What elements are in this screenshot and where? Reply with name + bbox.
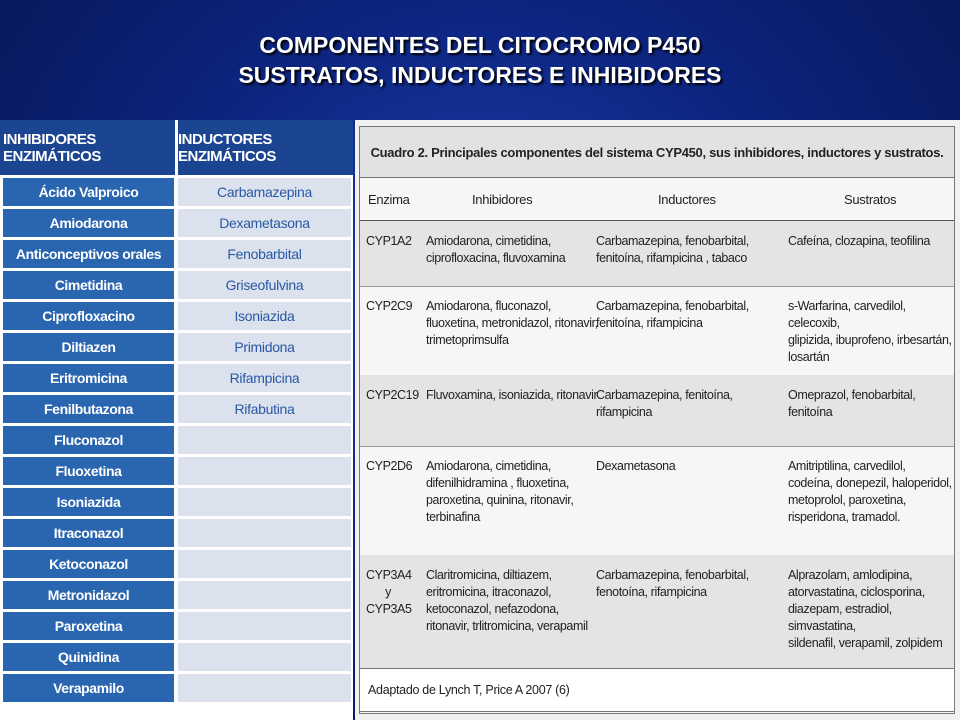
header-inductores: Inductores	[658, 191, 716, 207]
cyp450-table	[355, 120, 960, 720]
inhibidores-cell: Amiodarona, cimetidina, ciprofloxacina, fluvoxamina	[426, 234, 566, 265]
table-body	[359, 178, 955, 714]
left-table-row	[0, 488, 353, 516]
inhibidor-cell: Verapamilo	[3, 674, 174, 702]
inhibidor-cell: Ketoconazol	[3, 550, 174, 578]
left-table-row	[0, 364, 353, 392]
left-table-row	[0, 519, 353, 547]
inductor-cell	[178, 457, 351, 485]
inductor-cell	[178, 581, 351, 609]
inductor-cell: Rifampicina	[178, 364, 351, 392]
enzima-cell: CYP2C19	[366, 388, 419, 402]
table-footer: Adaptado de Lynch T, Price A 2007 (6)	[359, 668, 955, 712]
inhibidor-cell: Paroxetina	[3, 612, 174, 640]
inhibidor-cell: Isoniazida	[3, 488, 174, 516]
inductores-cell: Carbamazepina, fenobarbital, fenitoína, rifampicina	[596, 299, 749, 330]
left-table-row	[0, 302, 353, 330]
left-table-row	[0, 395, 353, 423]
inductor-cell: Fenobarbital	[178, 240, 351, 268]
inductores-cell: Dexametasona	[596, 459, 676, 473]
title-line-1: COMPONENTES DEL CITOCROMO P450	[259, 32, 701, 58]
left-table-row	[0, 271, 353, 299]
inhibidor-cell: Fenilbutazona	[3, 395, 174, 423]
left-table-row	[0, 581, 353, 609]
inhibidor-cell: Diltiazen	[3, 333, 174, 361]
sustratos-cell: s-Warfarina, carvedilol, celecoxib, glipizida, ibuprofeno, irbesartán, losartán	[788, 299, 952, 364]
header-sustratos: Sustratos	[844, 191, 897, 207]
sustratos-cell: Amitriptilina, carvedilol, codeína, donepezil, haloperidol, metoprolol, paroxetina, risperidona, tramadol.	[788, 459, 952, 524]
inductor-cell	[178, 674, 351, 702]
sustratos-cell: Cafeína, clozapina, teofilina	[788, 234, 930, 248]
inductor-cell: Rifabutina	[178, 395, 351, 423]
inhibidores-cell: Amiodarona, cimetidina, difenilhidramina , fluoxetina, paroxetina, quinina, ritonavir, terbinafina	[426, 459, 574, 524]
inductor-cell: Carbamazepina	[178, 178, 351, 206]
left-table-row	[0, 457, 353, 485]
inhibidor-cell: Eritromicina	[3, 364, 174, 392]
page-title	[0, 30, 960, 90]
left-table-row	[0, 612, 353, 640]
inductor-cell: Primidona	[178, 333, 351, 361]
header-inhibidores: Inhibidores	[472, 191, 533, 207]
enzima-cell: CYP3A4 y CYP3A5	[366, 568, 412, 616]
inductor-cell: Griseofulvina	[178, 271, 351, 299]
header-inductores: INDUCTORES ENZIMÁTICOS	[178, 130, 276, 165]
left-table-row	[0, 643, 353, 671]
inhibidor-cell: Metronidazol	[3, 581, 174, 609]
inhibidores-cell: Claritromicina, diltiazem, eritromicina, itraconazol, ketoconazol, nefazodona, ritonavir, trlitromicina, verapamil	[426, 568, 588, 633]
inductor-cell	[178, 643, 351, 671]
inductor-cell	[178, 519, 351, 547]
inductor-cell	[178, 488, 351, 516]
inhibidor-cell: Itraconazol	[3, 519, 174, 547]
inhibidor-cell: Ácido Valproico	[3, 178, 174, 206]
inductor-cell	[178, 426, 351, 454]
left-table-row	[0, 178, 353, 206]
left-table-header	[0, 120, 353, 175]
inhibidores-cell: Amiodarona, fluconazol, fluoxetina, metronidazol, ritonavir, trimetoprimsulfa	[426, 299, 598, 347]
sustratos-cell: Alprazolam, amlodipina, atorvastatina, ciclosporina, diazepam, estradiol, simvastatina, sildenafil, verapamil, zolpidem	[788, 568, 943, 650]
header-enzima: Enzima	[368, 191, 410, 207]
left-table-row	[0, 426, 353, 454]
enzima-cell: CYP1A2	[366, 234, 412, 248]
table-caption: Cuadro 2. Principales componentes del sistema CYP450, sus inhibidores, inductores y sustratos.	[359, 126, 955, 178]
inductor-cell	[178, 550, 351, 578]
left-table-row	[0, 209, 353, 237]
left-table-row	[0, 550, 353, 578]
inductor-cell: Dexametasona	[178, 209, 351, 237]
inductores-cell: Carbamazepina, fenitoína, rifampicina	[596, 388, 733, 419]
inductores-cell: Carbamazepina, fenobarbital, fenotoína, rifampicina	[596, 568, 749, 599]
inhibidor-cell: Amiodarona	[3, 209, 174, 237]
sustratos-cell: Omeprazol, fenobarbital, fenitoína	[788, 388, 916, 419]
inhibitors-inducers-table	[0, 120, 353, 720]
inductores-cell: Carbamazepina, fenobarbital, fenitoína, rifampicina , tabaco	[596, 234, 749, 265]
inhibidor-cell: Fluconazol	[3, 426, 174, 454]
inhibidor-cell: Ciprofloxacino	[3, 302, 174, 330]
left-table-row	[0, 333, 353, 361]
header-inhibidores: INHIBIDORES ENZIMÁTICOS	[3, 130, 101, 165]
enzima-cell: CYP2C9	[366, 299, 413, 313]
inhibidor-cell: Cimetidina	[3, 271, 174, 299]
inhibidores-cell: Fluvoxamina, isoniazida, ritonavir	[426, 388, 598, 402]
inhibidor-cell: Anticonceptivos orales	[3, 240, 174, 268]
inhibidor-cell: Fluoxetina	[3, 457, 174, 485]
inductor-cell	[178, 612, 351, 640]
left-table-row	[0, 674, 353, 702]
inhibidor-cell: Quinidina	[3, 643, 174, 671]
inductor-cell: Isoniazida	[178, 302, 351, 330]
left-table-row	[0, 240, 353, 268]
title-line-2: SUSTRATOS, INDUCTORES E INHIBIDORES	[238, 62, 722, 88]
enzima-cell: CYP2D6	[366, 459, 413, 473]
